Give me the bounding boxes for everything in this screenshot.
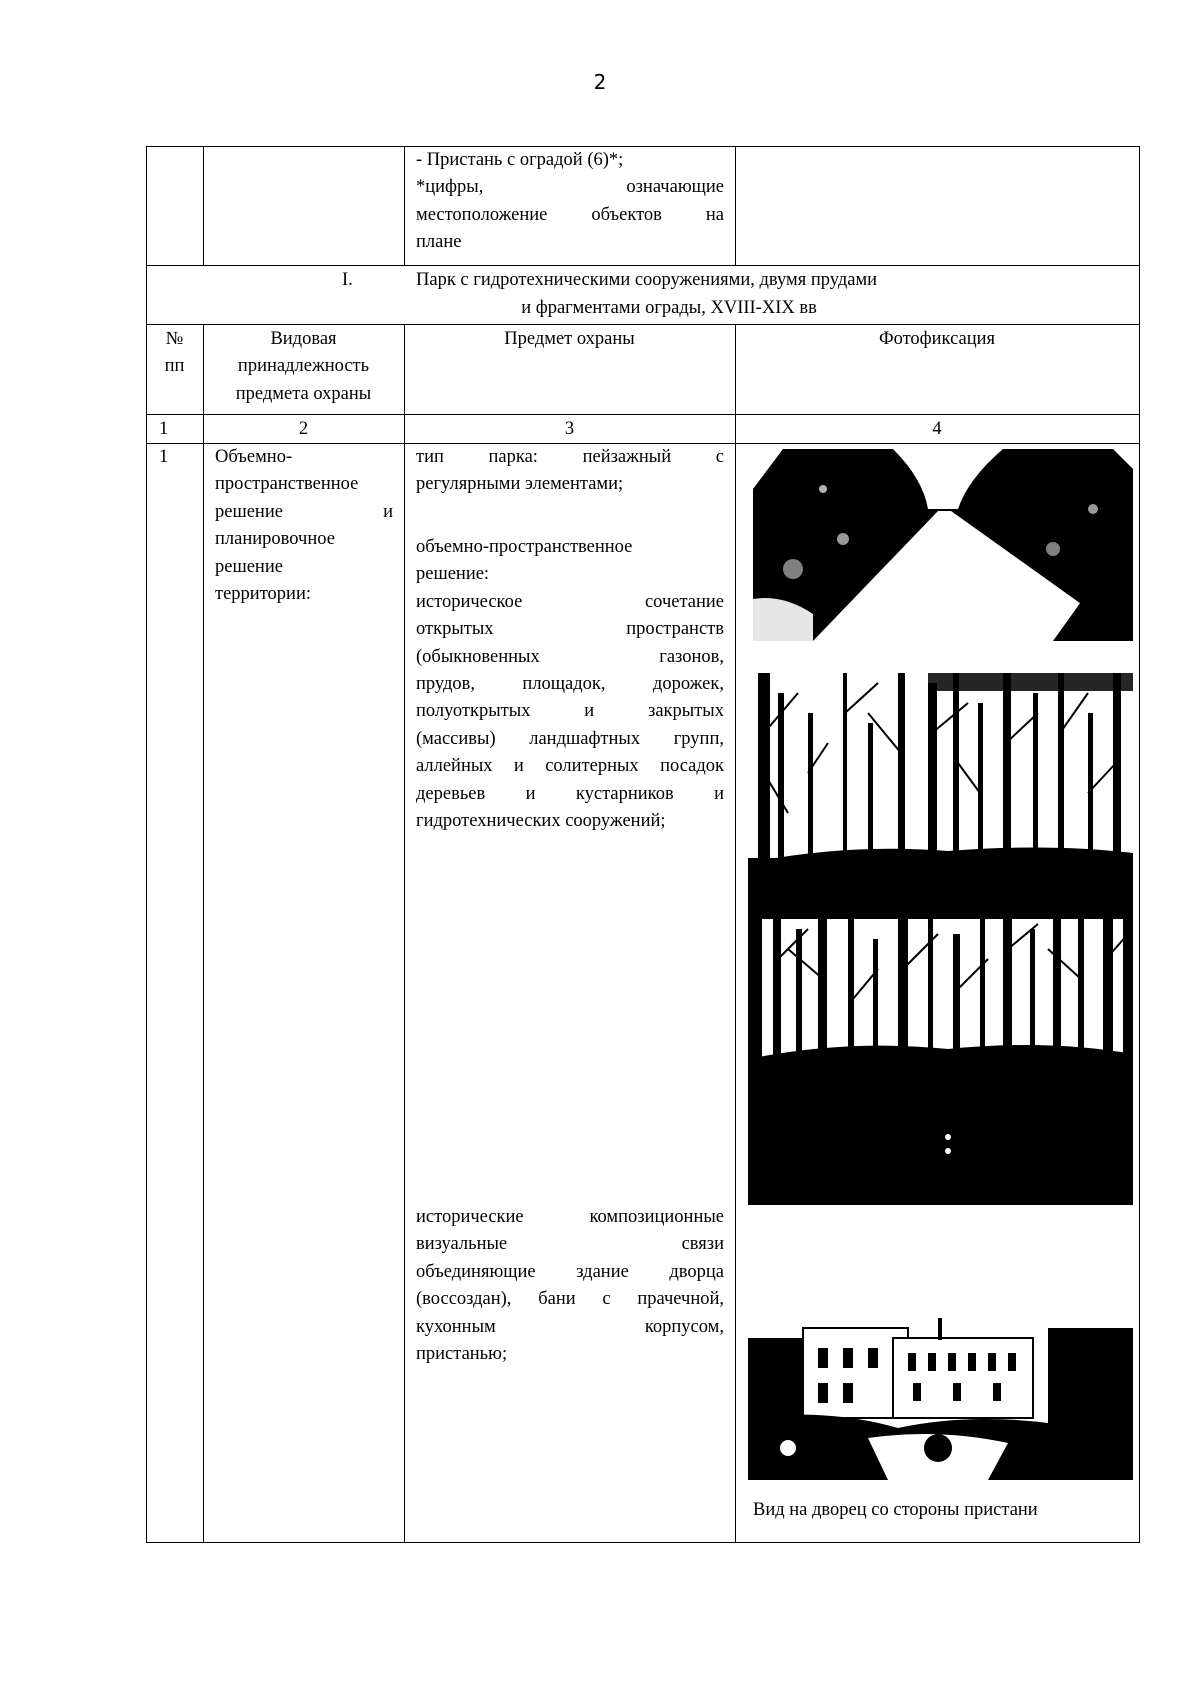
page-number: 2: [593, 70, 607, 94]
header-number-line: №: [165, 329, 184, 349]
top-row-line: местоположение объектов на: [416, 204, 724, 225]
top-row-line: - Пристань с оградой (6)*;: [416, 150, 624, 170]
col-divider: [404, 146, 405, 265]
header-number: [146, 326, 203, 381]
col-divider: [203, 146, 204, 265]
header-type-line: принадлежность: [237, 356, 370, 377]
subject-line: пристанью;: [416, 1344, 508, 1365]
row-type-line: территории:: [215, 584, 311, 605]
row-type-line: Объемно-: [215, 447, 293, 467]
subject-line: регулярными элементами;: [416, 474, 624, 495]
photo-park-trees: [748, 673, 1133, 919]
subject-line: (воссоздан), бани с прачечной,: [416, 1289, 724, 1310]
row-type-line: решение и: [215, 501, 393, 522]
subject-line: объемно-пространственное: [416, 537, 633, 557]
subject-line: (обыкновенных газонов,: [416, 646, 724, 667]
header-type-line: предмета охраны: [235, 383, 372, 404]
header-photo: Фотофиксация: [878, 329, 996, 349]
col-number: 2: [298, 419, 309, 439]
subject-block-spatial: [416, 534, 724, 835]
table-border-bottom: [146, 1542, 1140, 1543]
subject-block-park-type: [416, 444, 724, 499]
photo-park-forest: [748, 919, 1133, 1205]
top-row-line: плане: [416, 232, 462, 253]
photo-palace-view: [748, 1298, 1133, 1480]
subject-block-visual: [416, 1204, 724, 1368]
subject-line: (массивы) ландшафтных групп,: [416, 728, 724, 749]
subject-line: полуоткрытых и закрытых: [416, 701, 724, 722]
section-title-line2: и фрагментами ограды, XVIII-XIX вв: [521, 298, 817, 318]
table-border-right: [1139, 146, 1140, 1543]
row-type: [215, 444, 393, 608]
subject-line: визуальные связи: [416, 1234, 724, 1255]
subject-line: открытых пространств: [416, 619, 724, 640]
row-divider: [146, 265, 1140, 266]
header-type: [203, 326, 404, 408]
header-type-line: Видовая: [270, 329, 337, 349]
col-number: 1: [159, 419, 169, 439]
row-divider: [146, 324, 1140, 325]
row-divider: [146, 414, 1140, 415]
col-divider: [203, 324, 204, 1542]
row-type-line: пространственное: [215, 474, 359, 495]
header-number-line: пп: [164, 356, 185, 377]
subject-line: решение:: [416, 564, 490, 585]
photo-caption: Вид на дворец со стороны пристани: [753, 1500, 1038, 1520]
section-numeral: I.: [342, 270, 353, 290]
row-number: 1: [159, 447, 169, 467]
header-subject: Предмет охраны: [504, 329, 635, 349]
col-divider: [404, 324, 405, 1542]
section-title-line1: Парк с гидротехническими сооружениями, двумя прудами: [416, 270, 878, 290]
row-type-line: решение: [215, 556, 283, 577]
col-number: 3: [564, 419, 575, 439]
subject-line: кухонным корпусом,: [416, 1316, 724, 1337]
top-row-line: *цифры, означающие: [416, 177, 724, 198]
col-number: 4: [932, 419, 942, 439]
subject-line: исторические композиционные: [416, 1207, 724, 1227]
subject-line: гидротехнических сооружений;: [416, 811, 666, 832]
subject-line: аллейных и солитерных посадок: [416, 756, 724, 777]
subject-line: объединяющие здание дворца: [416, 1261, 724, 1282]
col-divider: [735, 146, 736, 265]
subject-line: историческое сочетание: [416, 591, 724, 612]
row-type-line: планировочное: [215, 529, 335, 550]
subject-line: деревьев и кустарников и: [416, 783, 724, 804]
photo-park-avenue: [753, 449, 1133, 641]
col-divider: [735, 324, 736, 1542]
top-row-text: [416, 147, 724, 257]
subject-line: прудов, площадок, дорожек,: [416, 674, 724, 695]
subject-line: тип парка: пейзажный с: [416, 447, 724, 467]
